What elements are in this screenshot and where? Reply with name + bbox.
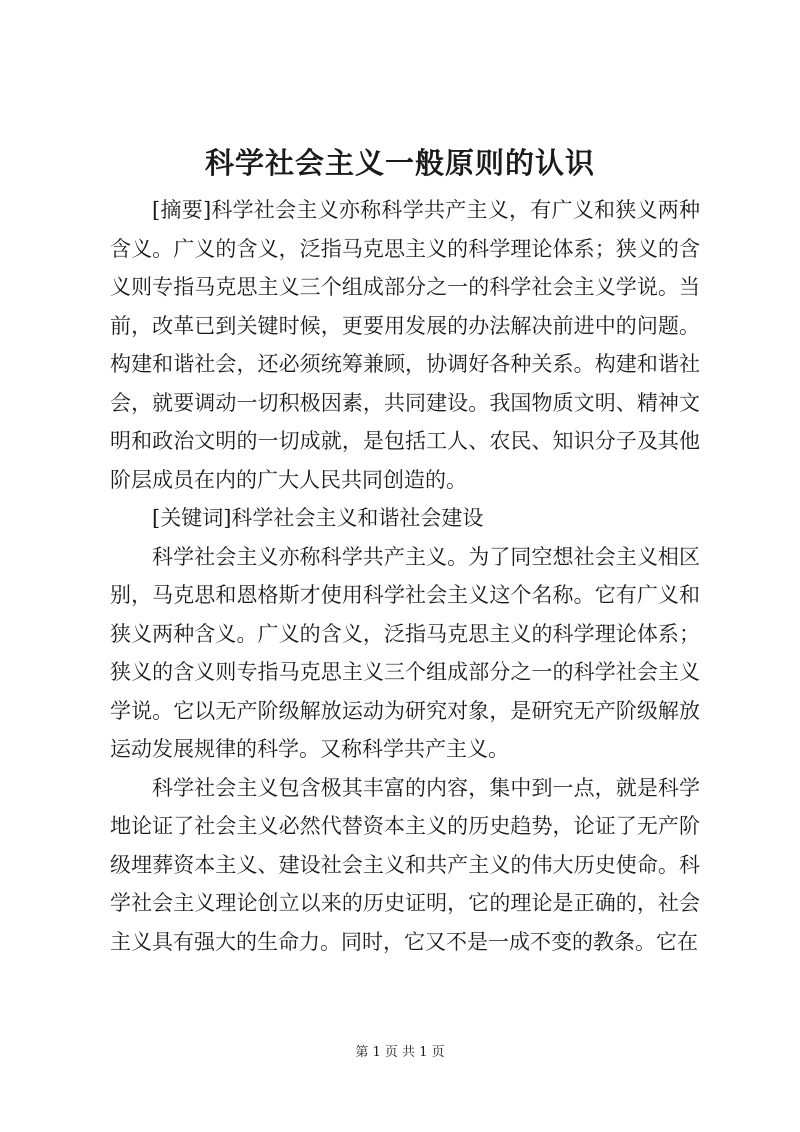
abstract-paragraph: [摘要]科学社会主义亦称科学共产主义，有广义和狭义两种含义。广义的含义，泛指马克思主义的科学理论体系；狭义的含义则专指马克思主义三个组成部分之一的科学社会主义学说。当前，改革已到关键时候，更要用发展的办法解决前进中的问题。构建和谐社会，还必须统筹兼顾，协调好各种关系。构建和谐社会，就要调动一切积极因素，共同建设。我国物质文明、精神文明和政治文明的一切成就，是包括工人、农民、知识分子及其他阶层成员在内的广大人民共同创造的。 (110, 198, 700, 492)
document-title: 科学社会主义一般原则的认识 (204, 146, 595, 180)
body-paragraph: 科学社会主义亦称科学共产主义。为了同空想社会主义相区别，马克思和恩格斯才使用科学社会主义这个名称。它有广义和狭义两种含义。广义的含义，泛指马克思主义的科学理论体系；狭义的含义则专指马克思主义三个组成部分之一的科学社会主义学说。它以无产阶级解放运动为研究对象，是研究无产阶级解放运动发展规律的科学。又称科学共产主义。 (110, 544, 700, 761)
document-body (110, 191, 700, 961)
body-paragraph: 科学社会主义包含极其丰富的内容，集中到一点，就是科学地论证了社会主义必然代替资本主义的历史趋势，论证了无产阶级埋葬资本主义、建设社会主义和共产主义的伟大历史使命。科学社会主义理论创立以来的历史证明，它的理论是正确的，社会主义具有强大的生命力。同时，它又不是一成不变的教条。它在 (110, 775, 700, 954)
keywords-paragraph: [关键词]科学社会主义和谐社会建设 (152, 506, 484, 530)
page-footer: 第 1 页 共 1 页 (355, 1045, 445, 1060)
